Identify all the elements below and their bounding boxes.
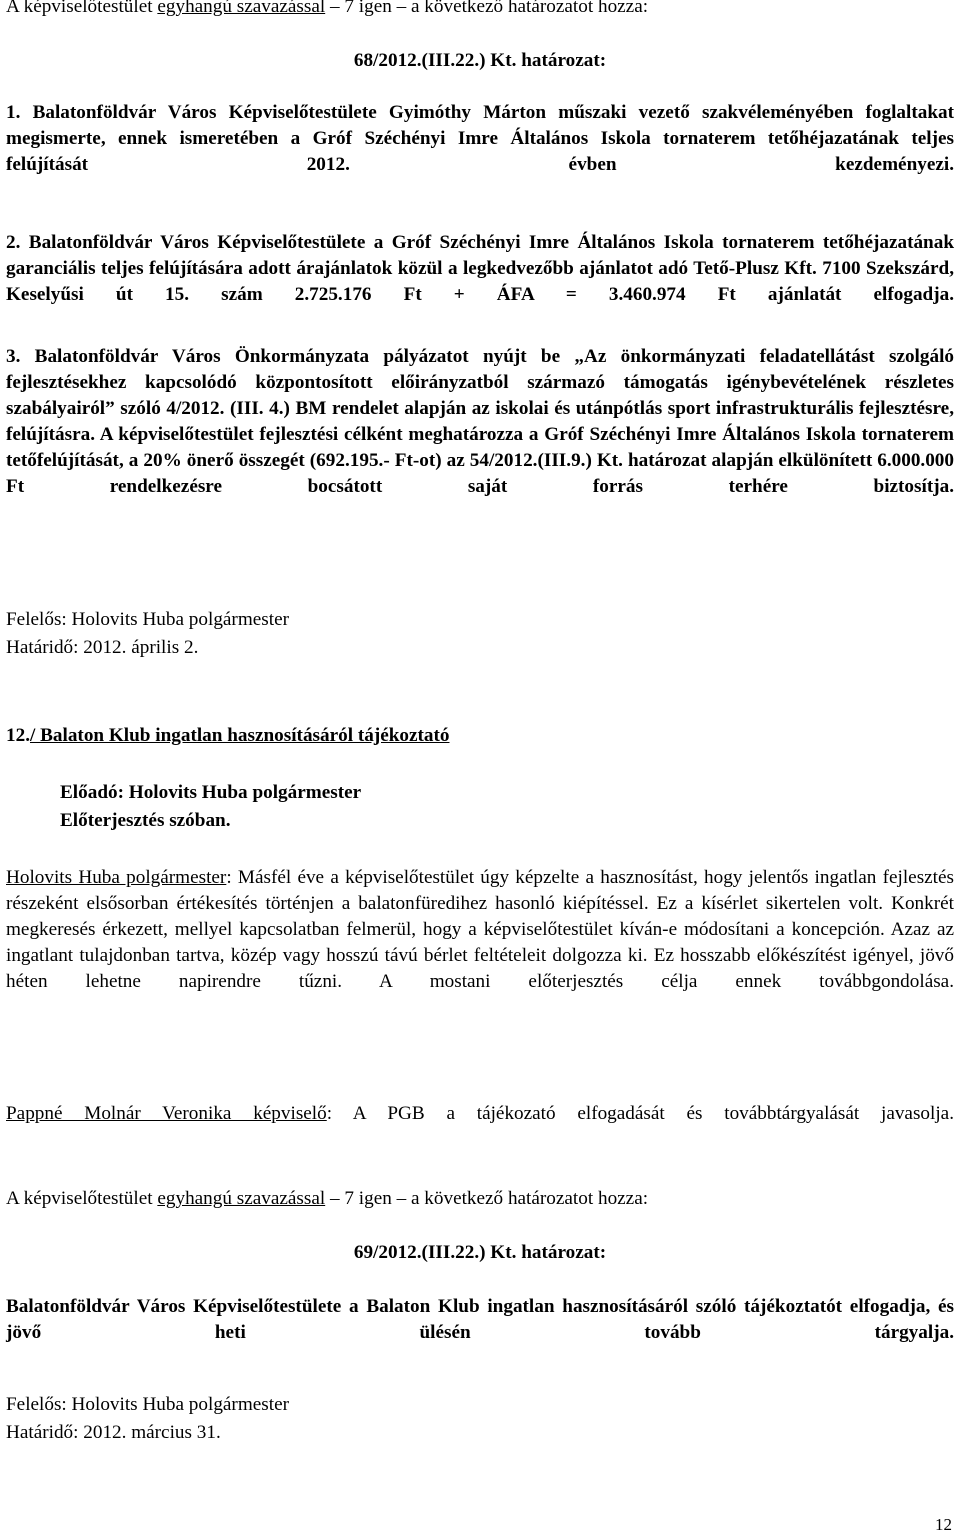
resolution-68-item-3: 3. Balatonföldvár Város Önkormányzata pályázatot nyújt be „Az önkormányzati feladatellátást szolgáló fejlesztésekhez kapcsolódó központosított előirányzatból származó támogatás igénybevételének részletes szabályairól” szóló 4/2012. (III. 4.) BM rendelet alapján az iskolai és utánpótlás sport infrastrukturális fejlesztésre, felújításra. A képviselőtestület fejlesztési célként meghatározza a Gróf Széchényi Imre Általános Iskola tornaterem tetőfelújítását, a 20% önerő összegét (692.195.- Ft-ot) az 54/2012.(III.9.) Kt. határozat alapján elkülönített 6.000.000 Ft rendelkezésre bocsátott saját forrás terhére biztosítja. [6,346,954,497]
vote-statement-1 [6,0,954,20]
speech-text: : Másfél éve a képviselőtestület úgy képzelte a hasznosítást, hogy jelentős ingatlan fejlesztés részeként elsősorban értékesítés történjen a balatonfüredihez hasonló kiépítéssel. Ez a kísérlet sikertelen volt. Konkrét megkeresés érkezett, mellyel kapcsolatban felmerül, hogy a képviselőtestület kíván-e módosítani a koncepción. Azaz az ingatlant tulajdonban tartva, közép vagy hosszú távú bérlet feltételeit dolgozza ki. Ez hosszabb előkészítést igényel, jövő héten lehetne napirendre tűzni. A mostani előterjesztés célja ennek továbbgondolása. [6,867,954,992]
speech-text: : A PGB a tájékozató elfogadását és továbbtárgyalását javasolja. [326,1103,954,1124]
responsible-person: Felelős: Holovits Huba polgármester [6,609,289,630]
resolution-69-text: Balatonföldvár Város Képviselőtestülete a Balaton Klub ingatlan hasznosításáról szóló tájékoztatót elfogadja, és jövő heti ülésén tovább tárgyalja. [6,1296,954,1343]
speaker-name: Holovits Huba polgármester [6,867,227,888]
resolution-68-item-1: 1. Balatonföldvár Város Képviselőtestülete Gyimóthy Márton műszaki vezető szakvéleményében foglaltakat megismerte, ennek ismeretében a Gróf Széchényi Imre Általános Iskola tornaterem tetőhéjazatának teljes felújítását 2012. évben kezdeményezi. [6,102,954,175]
vote-text: A képviselőtestület [6,0,158,17]
vote-text-end: – 7 igen – a következő határozatot hozza: [325,1188,649,1209]
speaker-name: Pappné Molnár Veronika képviselő [6,1103,327,1124]
submission-note: Előterjesztés szóban. [60,810,231,831]
presenter: Előadó: Holovits Huba polgármester [60,782,362,803]
agenda-number: 12. [6,725,30,746]
speech-representative [6,1101,954,1153]
vote-text-end: – 7 igen – a következő határozatot hozza: [325,0,649,17]
page-number: 12 [935,1515,952,1534]
agenda-title: / Balaton Klub ingatlan hasznosításáról tájékoztató [29,725,450,746]
speech-mayor [6,865,954,1021]
responsible-person: Felelős: Holovits Huba polgármester [6,1394,289,1415]
deadline: Határidő: 2012. április 2. [6,637,199,658]
vote-underlined: egyhangú szavazással [157,1188,326,1209]
resolution-68-item-2: 2. Balatonföldvár Város Képviselőtestülete a Gróf Széchényi Imre Általános Iskola tornaterem tetőhéjazatának garanciális teljes felújítására adott árajánlatok közül a legkedvezőbb ajánlatot adó Tető-Plusz Kft. 7100 Szekszárd, Keselyűsi út 15. szám 2.725.176 Ft + ÁFA = 3.460.974 Ft ajánlatát elfogadja. [6,232,954,305]
resolution-69-title: 69/2012.(III.22.) Kt. határozat: [353,1242,607,1263]
vote-underlined: egyhangú szavazással [157,0,326,17]
vote-text: A képviselőtestület [6,1188,158,1209]
agenda-item-heading [6,723,954,749]
vote-statement-2 [6,1186,954,1212]
deadline: Határidő: 2012. március 31. [6,1422,221,1443]
resolution-68-title: 68/2012.(III.22.) Kt. határozat: [353,50,607,71]
